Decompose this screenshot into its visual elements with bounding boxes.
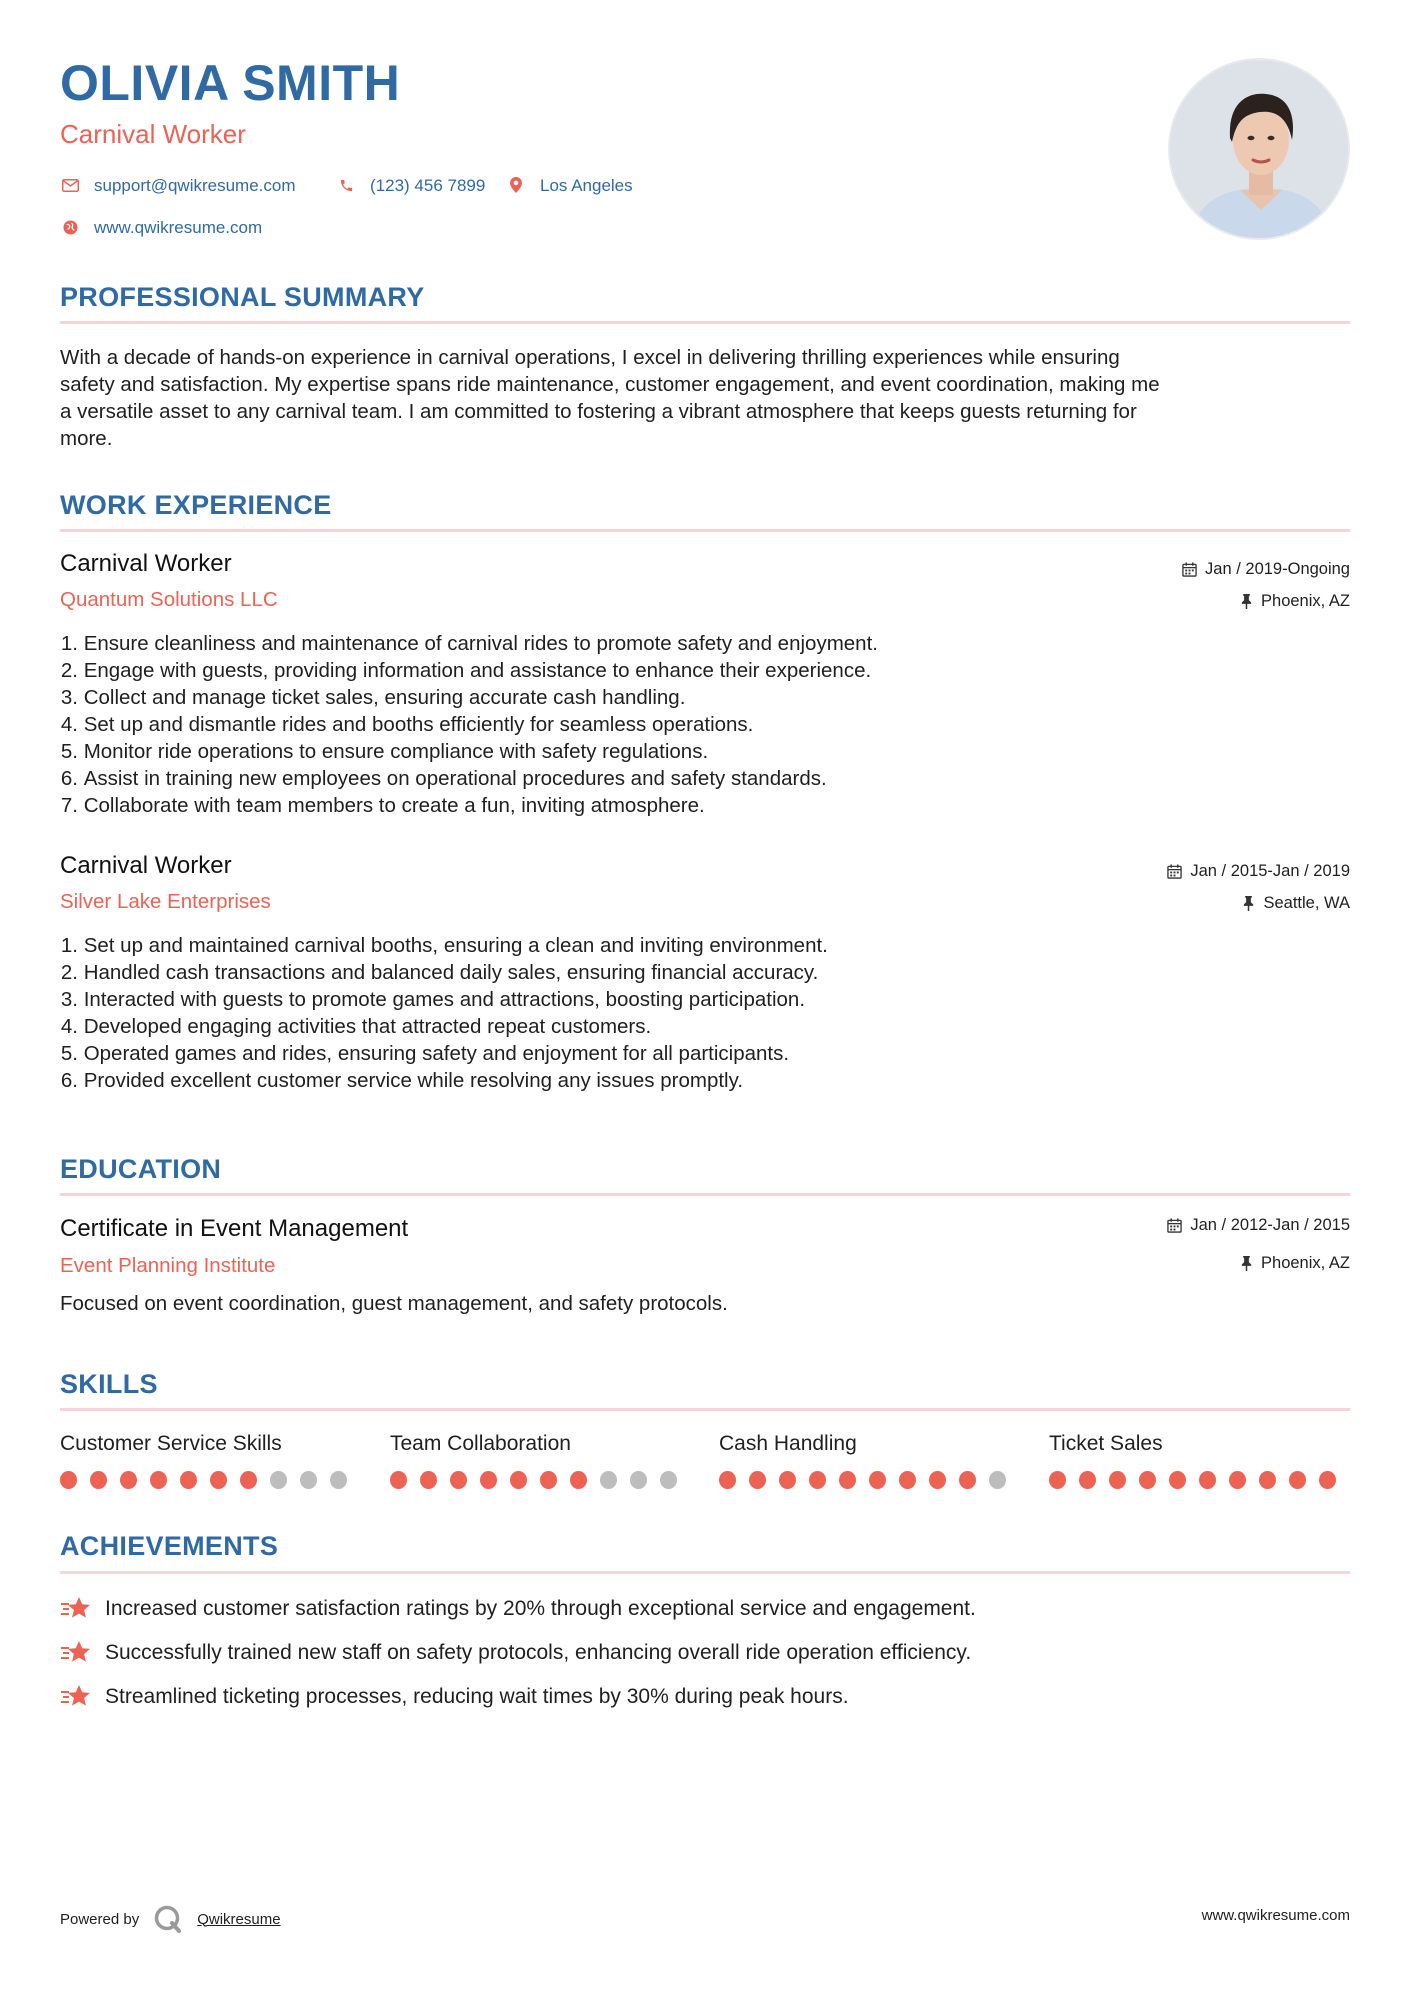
list-item: 3. Interacted with guests to promote games and attractions, boosting participation. <box>60 988 806 1011</box>
section-divider <box>60 321 1350 324</box>
skill-item <box>60 1433 360 1489</box>
list-item: 4. Set up and dismantle rides and booths efficiently for seamless operations. <box>60 713 754 736</box>
summary-line: safety and satisfaction. My expertise spans ride maintenance, customer engagement, and event coordination, making me <box>60 373 1160 396</box>
list-item: 1. Set up and maintained carnival booths, ensuring a clean and inviting environment. <box>60 934 828 957</box>
skill-dot-filled <box>959 1471 976 1489</box>
skill-dot-filled <box>929 1471 946 1489</box>
qwikresume-logo-icon <box>153 1904 183 1934</box>
section-divider <box>60 1193 1350 1196</box>
skill-dot-filled <box>570 1471 587 1489</box>
skill-dot-filled <box>180 1471 197 1489</box>
list-item: 2. Handled cash transactions and balanced daily sales, ensuring financial accuracy. <box>60 961 819 984</box>
candidate-name: OLIVIA SMITH <box>60 55 401 111</box>
skill-dot-filled <box>749 1471 766 1489</box>
achievement-item <box>60 1638 971 1666</box>
list-item: 7. Collaborate with team members to create a fun, inviting atmosphere. <box>60 794 705 817</box>
skill-dot-empty <box>300 1471 317 1489</box>
skill-dot-filled <box>839 1471 856 1489</box>
achievement-item <box>60 1594 976 1622</box>
achievement-text: Successfully trained new staff on safety protocols, enhancing overall ride operation efficiency. <box>105 1640 972 1664</box>
summary-line: a versatile asset to any carnival team. I am committed to fostering a vibrant atmosphere that keeps guests returning for <box>60 400 1137 423</box>
job-dates-text: Jan / 2015-Jan / 2019 <box>1190 862 1350 880</box>
star-icon <box>60 1594 92 1622</box>
education-location-text: Phoenix, AZ <box>1261 1254 1350 1272</box>
phone-text: (123) 456 7899 <box>370 175 486 195</box>
skill-dot-filled <box>869 1471 886 1489</box>
education-dates <box>1167 1217 1350 1234</box>
experience-heading: WORK EXPERIENCE <box>60 490 332 520</box>
skill-dot-filled <box>779 1471 796 1489</box>
section-divider <box>60 1571 1350 1574</box>
skill-dot-filled <box>1289 1471 1306 1489</box>
skill-dot-filled <box>1229 1471 1246 1489</box>
skill-name: Customer Service Skills <box>60 1432 282 1455</box>
skill-dot-empty <box>270 1471 287 1489</box>
skill-dot-filled <box>1199 1471 1216 1489</box>
skill-name: Ticket Sales <box>1049 1432 1163 1455</box>
skill-dot-filled <box>480 1471 497 1489</box>
education-heading: EDUCATION <box>60 1154 222 1184</box>
location-text: Los Angeles <box>540 175 633 195</box>
summary-line: With a decade of hands-on experience in carnival operations, I excel in delivering thrilling experiences while ensuring <box>60 346 1120 369</box>
powered-by-text: Powered by <box>60 1910 140 1928</box>
job-company: Silver Lake Enterprises <box>60 890 271 913</box>
star-icon <box>60 1682 92 1710</box>
job-responsibilities <box>60 932 1350 1094</box>
skill-dot-empty <box>330 1471 347 1489</box>
achievement-text: Streamlined ticketing processes, reducing wait times by 30% during peak hours. <box>105 1684 849 1708</box>
skill-dot-filled <box>809 1471 826 1489</box>
contact-website[interactable] <box>60 217 262 237</box>
skill-dot-filled <box>210 1471 227 1489</box>
skill-dot-filled <box>150 1471 167 1489</box>
profile-photo <box>1168 58 1350 240</box>
list-item: 6. Assist in training new employees on operational procedures and safety standards. <box>60 767 827 790</box>
footer-website[interactable]: www.qwikresume.com <box>1201 1907 1350 1924</box>
list-item: 6. Provided excellent customer service while resolving any issues promptly. <box>60 1069 744 1092</box>
footer-powered-by <box>60 1904 281 1934</box>
skill-rating <box>1049 1471 1349 1489</box>
calendar-icon <box>1167 864 1182 879</box>
skill-dot-filled <box>540 1471 557 1489</box>
job-dates <box>1167 863 1350 880</box>
summary-heading: PROFESSIONAL SUMMARY <box>60 282 425 312</box>
job-location-text: Seattle, WA <box>1263 894 1350 912</box>
skill-dot-filled <box>1079 1471 1096 1489</box>
skill-name: Cash Handling <box>719 1432 857 1455</box>
skill-dot-filled <box>450 1471 467 1489</box>
skill-name: Team Collaboration <box>390 1432 571 1455</box>
star-icon <box>60 1638 92 1666</box>
qwikresume-link[interactable]: Qwikresume <box>197 1910 281 1928</box>
job-title: Carnival Worker <box>60 852 232 879</box>
globe-icon <box>60 217 80 237</box>
achievement-item <box>60 1682 849 1710</box>
skill-item <box>719 1433 1019 1489</box>
section-divider <box>60 1408 1350 1411</box>
pushpin-icon <box>1240 1256 1253 1271</box>
skill-dot-filled <box>120 1471 137 1489</box>
skill-item <box>390 1433 690 1489</box>
skill-dot-filled <box>420 1471 437 1489</box>
calendar-icon <box>1167 1218 1182 1233</box>
calendar-icon <box>1182 562 1197 577</box>
email-text: support@qwikresume.com <box>94 175 296 195</box>
education-school: Event Planning Institute <box>60 1254 276 1277</box>
skill-dot-filled <box>1109 1471 1126 1489</box>
skill-dot-filled <box>1139 1471 1156 1489</box>
job-dates <box>1182 561 1350 578</box>
skill-dot-filled <box>240 1471 257 1489</box>
skill-rating <box>719 1471 1019 1489</box>
phone-icon <box>336 175 356 195</box>
list-item: 5. Monitor ride operations to ensure compliance with safety regulations. <box>60 740 709 763</box>
contact-phone[interactable] <box>336 175 485 195</box>
skill-dot-filled <box>510 1471 527 1489</box>
summary-line: more. <box>60 427 113 450</box>
list-item: 4. Developed engaging activities that attracted repeat customers. <box>60 1015 652 1038</box>
skill-dot-filled <box>899 1471 916 1489</box>
skill-dot-empty <box>630 1471 647 1489</box>
section-divider <box>60 529 1350 532</box>
envelope-icon <box>60 175 80 195</box>
list-item: 3. Collect and manage ticket sales, ensuring accurate cash handling. <box>60 686 686 709</box>
skill-dot-filled <box>719 1471 736 1489</box>
list-item: 2. Engage with guests, providing information and assistance to enhance their experience. <box>60 659 872 682</box>
job-dates-text: Jan / 2019-Ongoing <box>1205 560 1350 578</box>
skill-dot-filled <box>390 1471 407 1489</box>
list-item: 5. Operated games and rides, ensuring safety and enjoyment for all participants. <box>60 1042 790 1065</box>
skill-item <box>1049 1433 1349 1489</box>
skills-heading: SKILLS <box>60 1369 158 1399</box>
job-responsibilities <box>60 630 1350 819</box>
candidate-role: Carnival Worker <box>60 119 246 149</box>
skill-dot-filled <box>1169 1471 1186 1489</box>
skill-rating <box>60 1471 360 1489</box>
list-item: 1. Ensure cleanliness and maintenance of carnival rides to promote safety and enjoyment. <box>60 632 878 655</box>
skill-dot-empty <box>660 1471 677 1489</box>
skill-dot-filled <box>90 1471 107 1489</box>
job-location <box>1240 593 1350 610</box>
skill-dot-empty <box>600 1471 617 1489</box>
skill-dot-filled <box>1319 1471 1336 1489</box>
contact-location <box>506 175 633 195</box>
skill-dot-empty <box>989 1471 1006 1489</box>
education-location <box>1240 1255 1350 1272</box>
job-company: Quantum Solutions LLC <box>60 588 278 611</box>
map-pin-icon <box>506 175 526 195</box>
job-title: Carnival Worker <box>60 550 232 577</box>
education-degree: Certificate in Event Management <box>60 1215 409 1242</box>
skill-rating <box>390 1471 690 1489</box>
pushpin-icon <box>1242 896 1255 911</box>
achievement-text: Increased customer satisfaction ratings by 20% through exceptional service and engagement. <box>105 1596 976 1620</box>
education-dates-text: Jan / 2012-Jan / 2015 <box>1190 1216 1350 1234</box>
summary-text <box>60 344 1350 452</box>
achievements-heading: ACHIEVEMENTS <box>60 1531 279 1561</box>
contact-email[interactable] <box>60 175 296 195</box>
pushpin-icon <box>1240 594 1253 609</box>
skill-dot-filled <box>60 1471 77 1489</box>
skill-dot-filled <box>1049 1471 1066 1489</box>
website-text: www.qwikresume.com <box>94 217 263 237</box>
skill-dot-filled <box>1259 1471 1276 1489</box>
education-description: Focused on event coordination, guest management, and safety protocols. <box>60 1292 728 1315</box>
job-location-text: Phoenix, AZ <box>1261 592 1350 610</box>
job-location <box>1242 895 1350 912</box>
